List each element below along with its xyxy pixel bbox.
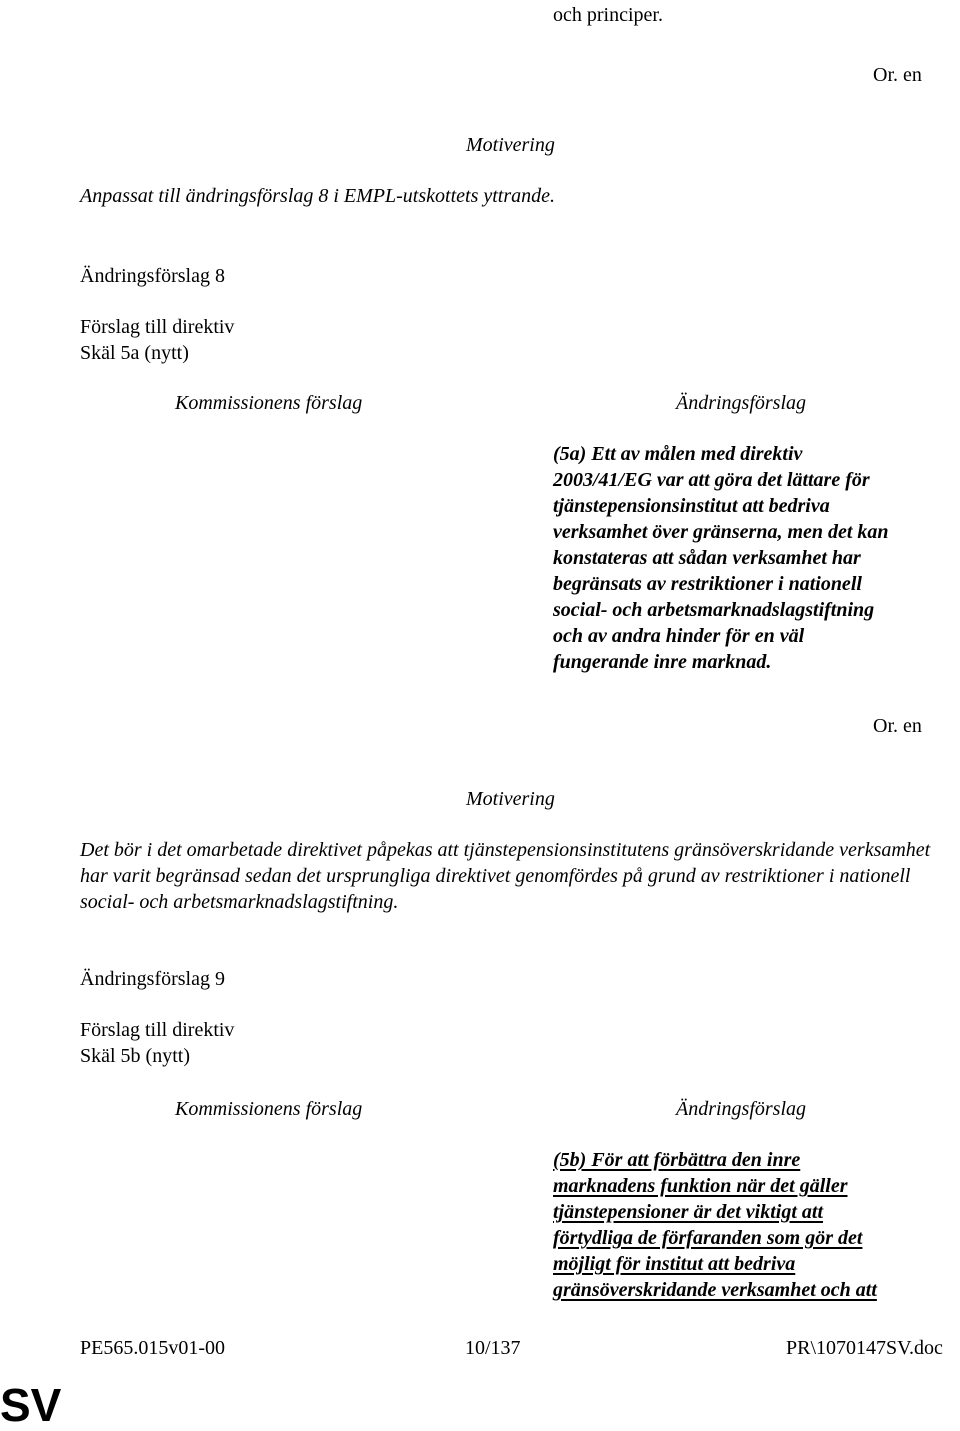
amendment-9-proposal: Förslag till direktiv xyxy=(80,1019,235,1041)
amendment-8-line: 2003/41/EG var att göra det lättare för xyxy=(553,469,870,491)
amendment-9-title: Ändringsförslag 9 xyxy=(80,968,225,990)
amendment-8-line: tjänstepensionsinstitut att bedriva xyxy=(553,495,830,517)
footer-doc-reference: PE565.015v01-00 xyxy=(80,1337,225,1359)
amendment-8-line: social- och arbetsmarknadslagstiftning xyxy=(553,599,875,621)
motivering-heading: Motivering xyxy=(466,134,555,156)
motivering-text: Anpassat till ändringsförslag 8 i EMPL-utskottets yttrande. xyxy=(80,185,555,207)
amendment-8-original-language: Or. en xyxy=(873,715,922,737)
amendment-8-line: (5a) Ett av målen med direktiv xyxy=(553,443,803,465)
amendment-9-recital: Skäl 5b (nytt) xyxy=(80,1045,190,1067)
footer-page-number: 10/137 xyxy=(465,1337,521,1359)
amendment-9-col-commission: Kommissionens förslag xyxy=(175,1098,363,1120)
amendment-9-line: (5b) För att förbättra den inre xyxy=(553,1149,801,1171)
original-language-label: Or. en xyxy=(873,64,922,86)
amendment-8-text xyxy=(553,441,889,675)
amendment-9-col-amendment: Ändringsförslag xyxy=(676,1098,807,1120)
amendment-9-line: tjänstepensioner är det viktigt att xyxy=(553,1201,824,1223)
amendment-8-line: begränsats av restriktioner i nationell xyxy=(553,573,862,595)
amendment-8-motivering-heading: Motivering xyxy=(466,788,555,810)
amendment-9-line: förtydliga de förfaranden som gör det xyxy=(553,1227,863,1249)
amendment-8-line: fungerande inre marknad. xyxy=(553,651,772,673)
amendment-9-line: marknadens funktion när det gäller xyxy=(553,1175,848,1197)
footer-file-name: PR\1070147SV.doc xyxy=(786,1337,943,1359)
amendment-8-motivering-text: Det bör i det omarbetade direktivet påpekas att tjänstepensionsinstitutens gränsöverskridande verksamhet har varit begränsad sedan det ursprungliga direktivet genomfördes på grund av restriktioner i nationell social- och arbetsmarknadslagstiftning. xyxy=(80,839,931,913)
amendment-8-title: Ändringsförslag 8 xyxy=(80,265,225,287)
language-code: SV xyxy=(0,1379,62,1431)
amendment-8-line: konstateras att sådan verksamhet har xyxy=(553,547,861,569)
previous-text-tail: och principer. xyxy=(553,4,663,26)
amendment-8-recital: Skäl 5a (nytt) xyxy=(80,342,189,364)
amendment-8-col-commission: Kommissionens förslag xyxy=(175,392,363,414)
amendment-9-line: möjligt för institut att bedriva xyxy=(553,1253,796,1275)
amendment-8-proposal: Förslag till direktiv xyxy=(80,316,235,338)
amendment-9-text xyxy=(553,1147,877,1303)
amendment-8-line: och av andra hinder för en väl xyxy=(553,625,805,647)
amendment-8-col-amendment: Ändringsförslag xyxy=(676,392,807,414)
amendment-8-line: verksamhet över gränserna, men det kan xyxy=(553,521,889,543)
amendment-9-line: gränsöverskridande verksamhet och att xyxy=(553,1279,877,1301)
